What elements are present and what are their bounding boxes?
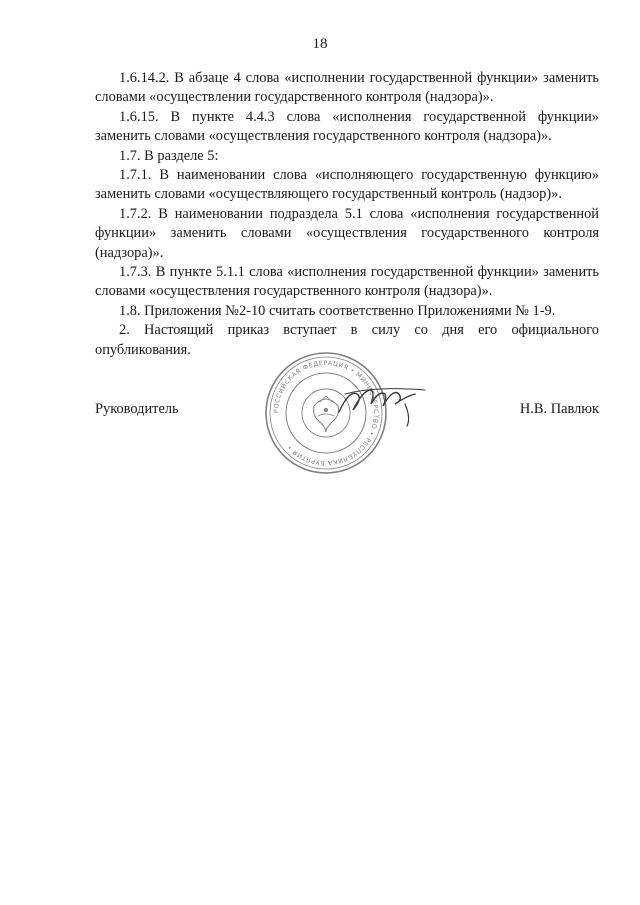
paragraph-1-7: 1.7. В разделе 5:: [119, 147, 219, 164]
paragraph-1-7-2: 1.7.2. В наименовании подраздела 5.1 слова «исполнения государственной функции» заменить словами «осуществления государственного контроля (надзора)».: [95, 205, 599, 261]
paragraph-2: 2. Настоящий приказ вступает в силу со дня его официального опубликования.: [95, 322, 599, 358]
document-body: [95, 69, 599, 360]
page-number: 18: [312, 36, 328, 52]
paragraph-1-7-3: 1.7.3. В пункте 5.1.1 слова «исполнения государственной функции» заменить словами «осуществления государственного контроля (надзора)».: [95, 264, 599, 300]
paragraph-1-6-14-2: 1.6.14.2. В абзаце 4 слова «исполнении государственной функции» заменить словами «осуществлении государственного контроля (надзора)».: [95, 70, 599, 106]
paragraph-1-8: 1.8. Приложения №2-10 считать соответственно Приложениями № 1-9.: [119, 302, 556, 319]
signatory-name: Н.В. Павлюк: [519, 401, 599, 417]
svg-text:РОССИЙСКАЯ ФЕДЕРАЦИЯ • МИНИСТЕ: РОССИЙСКАЯ ФЕДЕРАЦИЯ • МИНИСТЕРСТВО • РЕСПУБЛИКА БУРЯТИЯ •: [272, 359, 380, 467]
handwritten-signature-icon: [335, 382, 435, 430]
paragraph-1-6-15: 1.6.15. В пункте 4.4.3 слова «исполнения государственной функции» заменить словами «осуществления государственного контроля (надзора)».: [95, 108, 599, 145]
signatory-position: Руководитель: [95, 401, 179, 417]
paragraph-1-7-1: 1.7.1. В наименовании слова «исполняющего государственную функцию» заменить словами «осуществляющего государственный контроль (надзор)».: [95, 167, 599, 203]
